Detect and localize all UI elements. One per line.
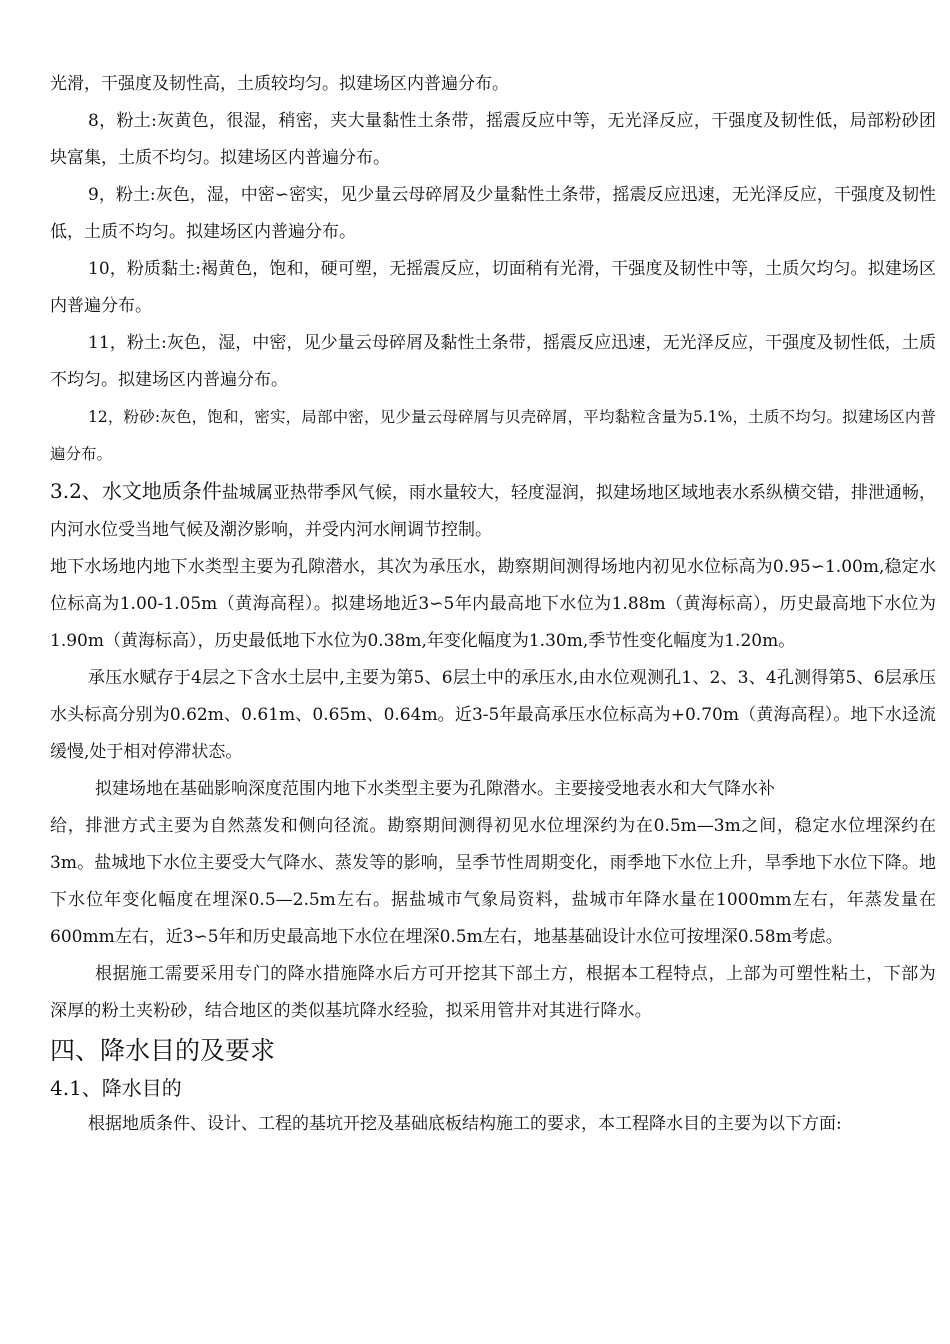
paragraph-layer-12: 12，粉砂:灰色，饱和，密实，局部中密，见少量云母碎屑与贝壳碎屑，平均黏粒含量为5.1%，土质不均匀。拟建场区内普遍分布。 xyxy=(50,408,936,463)
paragraph-layer-11: 11，粉土:灰色，湿，中密，见少量云母碎屑及黏性土条带，摇震反应迅速，无光泽反应，干强度及韧性低，土质不均匀。拟建场区内普遍分布。 xyxy=(50,333,936,390)
paragraph-groundwater-4: 根据施工需要采用专门的降水措施降水后方可开挖其下部土方，根据本工程特点，上部为可塑性粘土，下部为深厚的粉土夹粉砂，结合地区的类似基坑降水经验，拟采用管井对其进行降水。 xyxy=(50,964,936,1021)
section-4-1-text: 根据地质条件、设计、工程的基坑开挖及基础底板结构施工的要求，本工程降水目的主要为以下方面: xyxy=(88,1114,842,1134)
paragraph-layer-8: 8，粉土:灰黄色，很湿，稍密，夹大量黏性土条带，摇震反应中等，无光泽反应，干强度及韧性低，局部粉砂团块富集，土质不均匀。拟建场区内普遍分布。 xyxy=(50,111,936,168)
paragraph-layer-10: 10，粉质黏土:褐黄色，饱和，硬可塑，无摇震反应，切面稍有光滑，干强度及韧性中等，土质欠均匀。拟建场区内普遍分布。 xyxy=(50,259,936,316)
paragraph-groundwater-3: 给，排泄方式主要为自然蒸发和侧向径流。勘察期间测得初见水位埋深约为在0.5m—3m之间，稳定水位埋深约在3m。盐城地下水位主要受大气降水、蒸发等的影响，呈季节性周期变化，雨季地下水位上升，旱季地下水位下降。地下水位年变化幅度在埋深0.5—2.5m左右。据盐城市气象局资料，盐城市年降水量在1000mm左右，年蒸发量在600mm左右，近3∽5年和历史最高地下水位在埋深0.5m左右，地基基础设计水位可按埋深0.58m考虑。 xyxy=(50,816,936,947)
paragraph-groundwater-3-line1: 拟建场地在基础影响深度范围内地下水类型主要为孔隙潜水。主要接受地表水和大气降水补 xyxy=(95,779,775,799)
document-body xyxy=(50,66,936,1143)
paragraph-continued: 光滑，干强度及韧性高，土质较均匀。拟建场区内普遍分布。 xyxy=(50,74,509,94)
section-4-heading: 四、降水目的及要求 xyxy=(50,1036,276,1065)
section-3-2-paragraph xyxy=(50,473,936,549)
section-3-2-text: 盐城属亚热带季风气候，雨水量较大，轻度湿润，拟建场地区域地表水系纵横交错，排泄通畅，内河水位受当地气候及潮汐影响，并受内河水闸调节控制。 xyxy=(50,483,936,540)
paragraph-groundwater-1: 地下水场地内地下水类型主要为孔隙潜水，其次为承压水，勘察期间测得场地内初见水位标高为0.95∽1.00m,稳定水位标高为1.00-1.05m（黄海高程）。拟建场地近3∽5年内最高地下水位为1.88m（黄海标高），历史最高地下水位为1.90m（黄海标高），历史最低地下水位为0.38m,年变化幅度为1.30m,季节性变化幅度为1.20m。 xyxy=(50,557,936,651)
section-3-2-title: 3.2、水文地质条件 xyxy=(50,479,222,503)
paragraph-groundwater-2: 承压水赋存于4层之下含水土层中,主要为第5、6层土中的承压水,由水位观测孔1、2、3、4孔测得第5、6层承压水头标高分别为0.62m、0.61m、0.65m、0.64m。近3-5年最高承压水位标高为+0.70m（黄海高程）。地下水迳流缓慢,处于相对停滞状态。 xyxy=(50,668,936,762)
paragraph-layer-9: 9，粉土:灰色，湿，中密∽密实，见少量云母碎屑及少量黏性土条带，摇震反应迅速，无光泽反应，干强度及韧性低，土质不均匀。拟建场区内普遍分布。 xyxy=(50,185,936,242)
section-4-1-heading: 4.1、降水目的 xyxy=(50,1076,182,1100)
